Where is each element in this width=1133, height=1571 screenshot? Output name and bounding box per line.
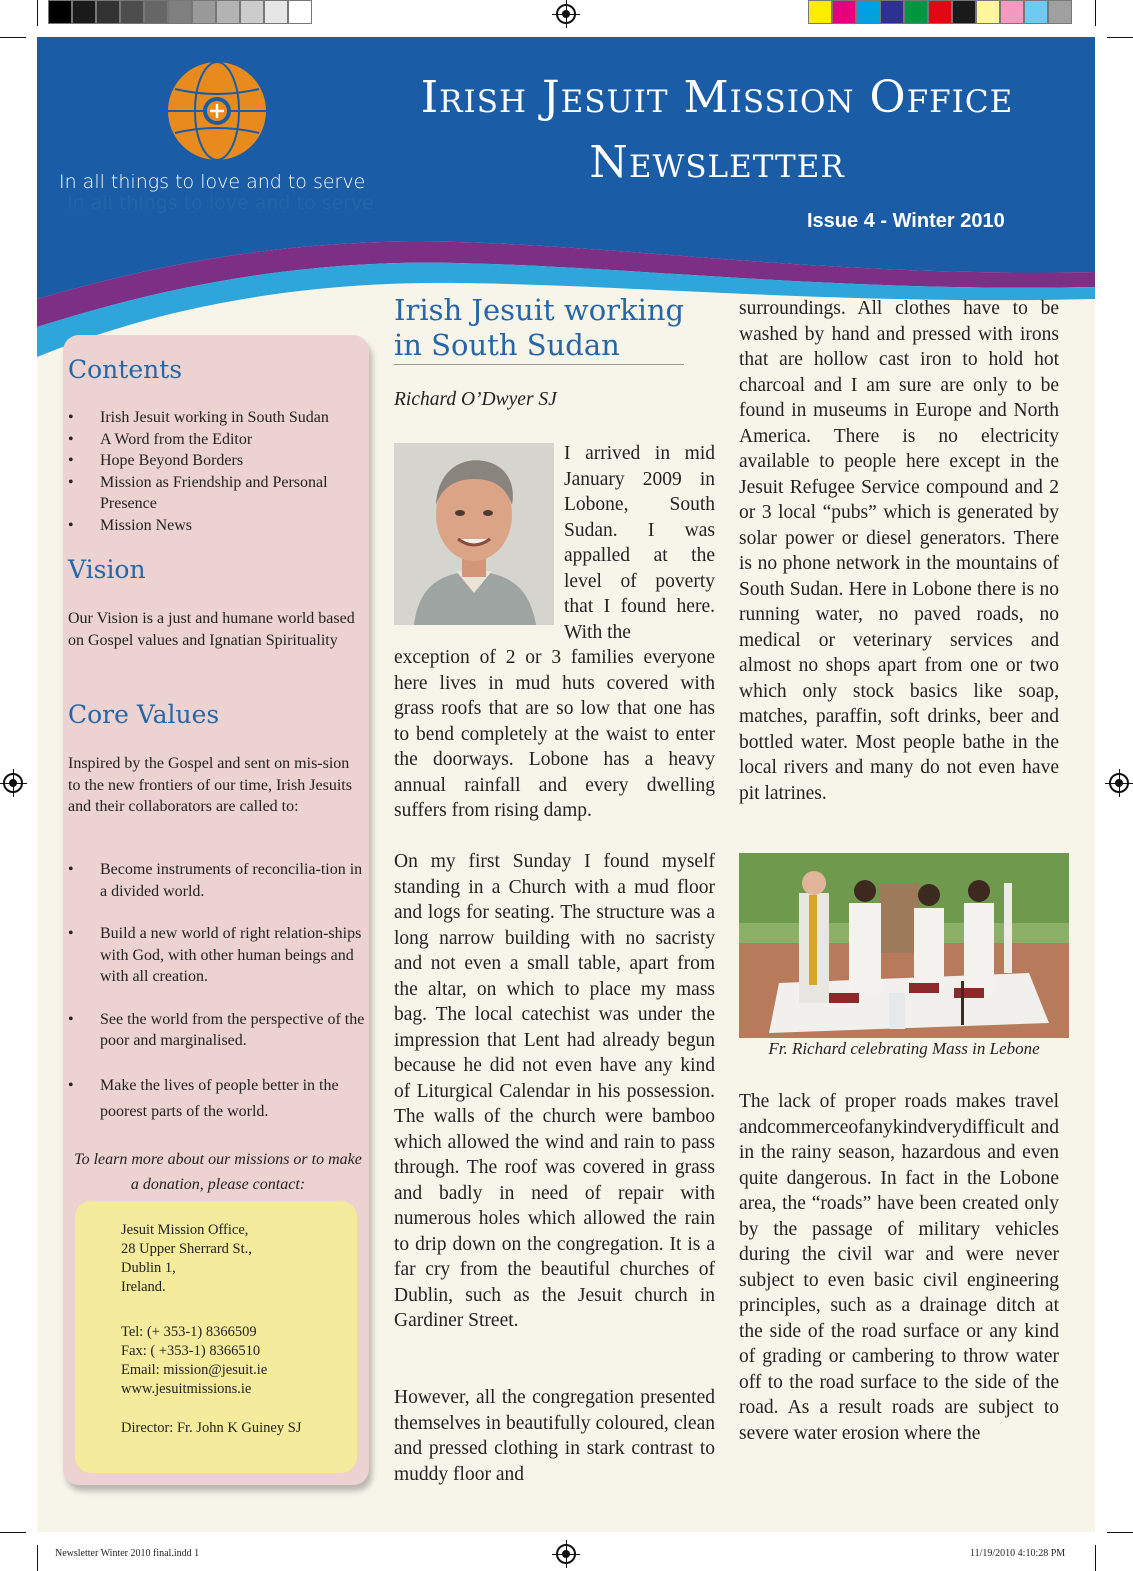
- contents-list: [68, 407, 368, 536]
- masthead-title: Irish Jesuit Mission Office: [420, 72, 1014, 123]
- crop-mark: [1107, 37, 1133, 38]
- color-swatch: [856, 0, 880, 24]
- crop-mark: [1107, 1532, 1133, 1533]
- color-swatch: [216, 0, 240, 24]
- article-paragraph-3: However, all the congregation presented themselves in beautifully coloured, clean and pressed clothing in stark contrast to muddy floor and: [394, 1387, 715, 1485]
- color-swatch: [192, 0, 216, 24]
- grayscale-bar: [48, 0, 312, 26]
- contact-address-line: Jesuit Mission Office,: [121, 1222, 249, 1238]
- mass-photo: [739, 853, 1069, 1038]
- crop-mark: [0, 37, 26, 38]
- color-swatch: [1000, 0, 1024, 24]
- core-values-intro: Inspired by the Gospel and sent on mis-sion to the new frontiers of our time, Irish Jesuits and their collaborators are called to:: [68, 755, 352, 815]
- core-value-item: • Build a new world of right relation-ships with God, with other human beings and with all creation.: [68, 923, 368, 988]
- footer-timestamp: 11/19/2010 4:10:28 PM: [970, 1548, 1066, 1559]
- contents-item: • Irish Jesuit working in South Sudan: [68, 407, 368, 429]
- globe-logo-icon: [165, 59, 269, 163]
- article-column-3-paragraph-2: The lack of proper roads makes travel andcommerceofanykindverydifficult and in the rainy season, hazardous and even quite dangerous. In fact in the Lobone area, the “roads” have been created only by the passage of military vehicles during the civil war and were never subject to even basic civil engineering principles, such as a drainage ditch at the side of the road surface or any kind of grading or cambering to throw water off to the road surface to the side of the road. As a result roads are subject to severe water erosion where the: [739, 1091, 1059, 1444]
- crop-mark: [0, 1532, 26, 1533]
- contact-box: [75, 1201, 357, 1473]
- color-swatch: [120, 0, 144, 24]
- motto-reflection: In all things to love and to serve: [67, 192, 374, 214]
- registration-mark-right: [1109, 773, 1129, 793]
- contact-email[interactable]: Email: mission@jesuit.ie: [121, 1362, 268, 1378]
- color-swatch: [240, 0, 264, 24]
- contents-item: • A Word from the Editor: [68, 429, 368, 451]
- contact-phone: Tel: (+ 353-1) 8366509: [121, 1324, 257, 1340]
- vision-heading: Vision: [68, 555, 146, 584]
- crop-mark: [1095, 0, 1096, 26]
- registration-mark-left: [3, 773, 23, 793]
- sidebar-panel: [63, 335, 369, 1485]
- contents-item: • Mission News: [68, 515, 368, 537]
- color-swatch: [264, 0, 288, 24]
- crop-mark: [37, 1545, 38, 1571]
- color-swatch: [1048, 0, 1072, 24]
- color-swatch: [880, 0, 904, 24]
- color-swatch: [288, 0, 312, 24]
- issue-label: Issue 4 - Winter 2010: [807, 210, 1005, 232]
- color-swatch: [48, 0, 72, 24]
- core-value-item: • Become instruments of reconcilia-tion in a divided world.: [68, 859, 368, 902]
- color-swatch: [904, 0, 928, 24]
- contact-address-line: Dublin 1,: [121, 1260, 176, 1276]
- crop-mark: [1095, 1545, 1096, 1571]
- article-title: Irish Jesuit working in South Sudan: [394, 293, 685, 362]
- motto: In all things to love and to serve: [59, 171, 366, 193]
- color-swatch: [1024, 0, 1048, 24]
- contact-website[interactable]: www.jesuitmissions.ie: [121, 1381, 252, 1397]
- core-value-item: • Make the lives of people better in the poorest parts of the world.: [68, 1073, 368, 1125]
- newsletter-page: [37, 37, 1095, 1532]
- color-swatch: [952, 0, 976, 24]
- contents-heading: Contents: [68, 355, 183, 384]
- article-paragraph-2: On my first Sunday I found myself standing in a Church with a mud floor and logs for seating. The structure was a long narrow building with no sacristy and not even a small table, apart from the altar, on which to place my mass bag. The local catechist was under the impression that Lent had already begun because he did not even have any kind of Liturgical Calendar in his possession. The walls of the church were bamboo which allowed the wind and rain to pass through. The roof was covered in grass and badly in need of repair with numerous holes which allowed the rain to drip down on the congregation. It is a far cry from the beautiful churches of Dublin, such as the Jesuit church in Gardiner Street.: [394, 851, 715, 1331]
- registration-mark-top: [556, 4, 576, 24]
- article-paragraph-1: exception of 2 or 3 families everyone here lives in mud huts covered with grass roofs that are so low that one has to bend completely at the waist to enter the doorways. Lobone has a heavy annual rainfall and every dwelling suffers from rising damp.: [394, 647, 715, 821]
- crop-mark: [37, 0, 38, 26]
- color-swatch: [808, 0, 832, 24]
- footer-file-name: Newsletter Winter 2010 final.indd 1: [55, 1548, 200, 1559]
- color-swatch: [144, 0, 168, 24]
- color-swatch: [928, 0, 952, 24]
- article-byline: Richard O’Dwyer SJ: [394, 389, 557, 410]
- contact-fax: Fax: ( +353-1) 8366510: [121, 1343, 261, 1359]
- color-swatch: [832, 0, 856, 24]
- contact-address-line: Ireland.: [121, 1279, 166, 1295]
- registration-mark-bottom: [556, 1544, 576, 1564]
- article-paragraph-1-beside-photo: I arrived in mid January 2009 in Lobone, South Sudan. I was appalled at the level of poverty that I found here. With the: [564, 443, 715, 643]
- author-photo: [394, 443, 554, 625]
- vision-text: Our Vision is a just and humane world based on Gospel values and Ignatian Spirituality: [68, 610, 355, 649]
- core-values-heading: Core Values: [68, 700, 220, 729]
- contact-director: Director: Fr. John K Guiney SJ: [121, 1420, 302, 1436]
- contents-item: • Mission as Friendship and Personal Presence: [68, 472, 368, 515]
- color-swatch: [96, 0, 120, 24]
- mass-photo-caption: Fr. Richard celebrating Mass in Lebone: [768, 1039, 1040, 1058]
- masthead-subtitle: Newsletter: [589, 137, 845, 188]
- title-divider: [394, 364, 684, 365]
- contents-item: • Hope Beyond Borders: [68, 450, 368, 472]
- color-bar: [808, 0, 1072, 26]
- core-value-item: • See the world from the perspective of the poor and marginalised.: [68, 1009, 368, 1052]
- color-swatch: [72, 0, 96, 24]
- core-values-list: [68, 859, 368, 1125]
- contact-address-line: 28 Upper Sherrard St.,: [121, 1241, 252, 1257]
- contact-intro: To learn more about our missions or to make a donation, please contact:: [74, 1151, 362, 1193]
- color-swatch: [168, 0, 192, 24]
- article-column-3-paragraph-1: surroundings. All clothes have to be washed by hand and pressed with irons that are hollow cast iron to hold hot charcoal and I am sure are only to be found in museums in Europe and North America. There is no electricity available to people here except in the Jesuit Refugee Service compound and 2 or 3 local “pubs” which is generated by solar power or diesel generators. There is no phone network in the mountains of South Sudan. Here in Lobone there is no running water, no paved roads, no medical or veterinary services and almost no shops apart from one or two which only stock basics like soap, matches, paraffin, soft drinks, beer and bottled water. Most people bathe in the local rivers and many do not even have pit latrines.: [739, 298, 1059, 804]
- color-swatch: [976, 0, 1000, 24]
